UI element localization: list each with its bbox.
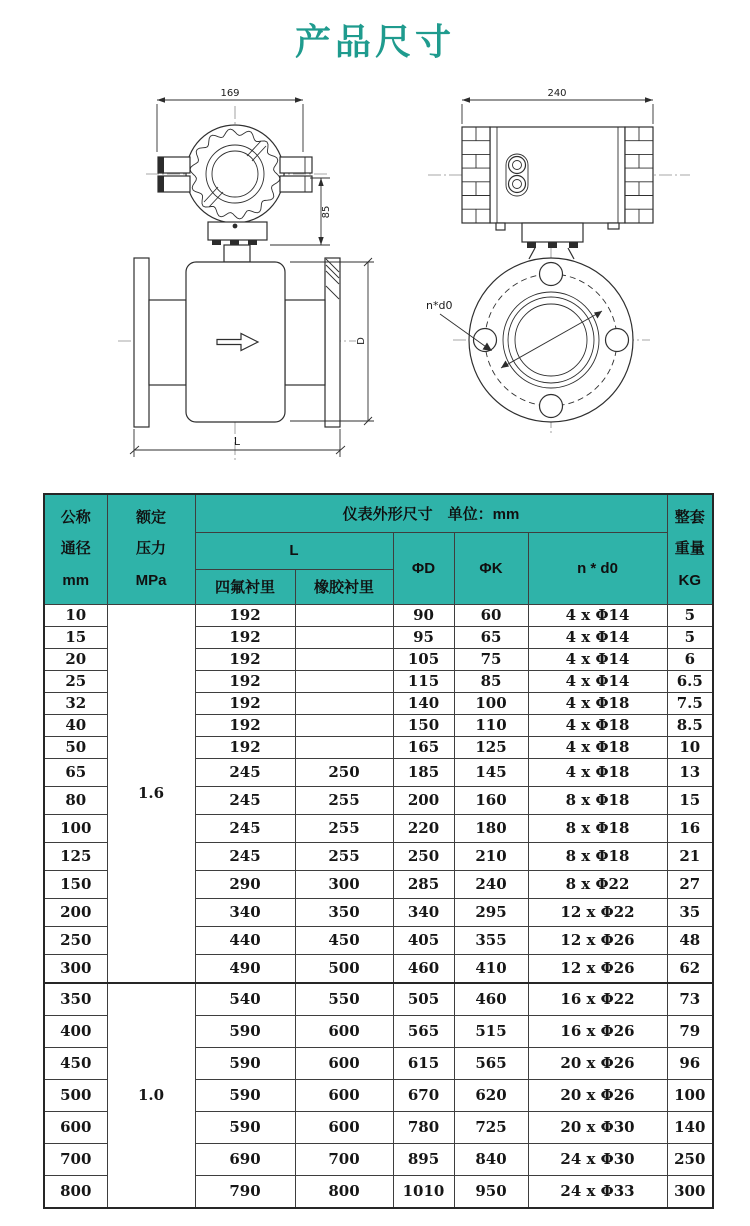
cell-weight: 10 [667, 736, 713, 758]
cell-weight: 16 [667, 814, 713, 842]
cell-ptfe-length: 245 [195, 786, 295, 814]
cell-weight: 96 [667, 1047, 713, 1079]
table-row [44, 604, 713, 626]
technical-drawings [0, 0, 750, 492]
cell-bolt-spec: 24 x Φ30 [528, 1143, 667, 1175]
cell-phi-k: 110 [454, 714, 528, 736]
bolt-spec-label: n*d0 [426, 299, 453, 312]
cell-phi-d: 140 [393, 692, 454, 714]
cell-rubber-length: 250 [295, 758, 393, 786]
cell-weight: 7.5 [667, 692, 713, 714]
cell-ptfe-length: 790 [195, 1175, 295, 1208]
cell-weight: 5 [667, 604, 713, 626]
cell-ptfe-length: 590 [195, 1079, 295, 1111]
cell-phi-d: 405 [393, 926, 454, 954]
cell-weight: 5 [667, 626, 713, 648]
cell-phi-k: 355 [454, 926, 528, 954]
cell-rubber-length: 600 [295, 1047, 393, 1079]
cell-phi-k: 620 [454, 1079, 528, 1111]
header-line: 额定 [135, 508, 166, 526]
cell-nominal-diameter: 50 [44, 736, 107, 758]
cell-rubber-length [295, 604, 393, 626]
cell-bolt-spec: 24 x Φ33 [528, 1175, 667, 1208]
cell-rubber-length: 800 [295, 1175, 393, 1208]
col-header-weight [667, 494, 713, 604]
cell-phi-k: 725 [454, 1111, 528, 1143]
cell-nominal-diameter: 15 [44, 626, 107, 648]
cell-weight: 13 [667, 758, 713, 786]
bolt-hole-top [540, 263, 563, 286]
col-header-rubber-lining: 橡胶衬里 [295, 569, 393, 604]
cell-rubber-length: 600 [295, 1079, 393, 1111]
col-header-n-d0: n * d0 [528, 532, 667, 604]
cell-phi-k: 65 [454, 626, 528, 648]
cell-rubber-length: 500 [295, 954, 393, 983]
housing-fins-right [625, 127, 653, 223]
header-line: KG [678, 571, 702, 589]
cell-weight: 79 [667, 1015, 713, 1047]
header-line: 公称 [60, 508, 91, 526]
cell-ptfe-length: 290 [195, 870, 295, 898]
cell-bolt-spec: 4 x Φ14 [528, 604, 667, 626]
cell-ptfe-length: 590 [195, 1047, 295, 1079]
table-header [44, 494, 713, 604]
col-header-phi-d: ΦD [393, 532, 454, 604]
cell-nominal-diameter: 65 [44, 758, 107, 786]
cell-weight: 73 [667, 983, 713, 1016]
cell-ptfe-length: 192 [195, 648, 295, 670]
cell-ptfe-length: 590 [195, 1015, 295, 1047]
cell-phi-d: 150 [393, 714, 454, 736]
header-line: 整套 [674, 508, 705, 526]
cell-rubber-length: 255 [295, 786, 393, 814]
cell-phi-d: 1010 [393, 1175, 454, 1208]
cell-ptfe-length: 340 [195, 898, 295, 926]
cell-phi-d: 615 [393, 1047, 454, 1079]
cell-phi-d: 200 [393, 786, 454, 814]
dim-label-85: 85 [321, 205, 332, 219]
cell-ptfe-length: 245 [195, 814, 295, 842]
header-line: mm [62, 571, 90, 589]
cell-phi-k: 160 [454, 786, 528, 814]
cell-bolt-spec: 16 x Φ22 [528, 983, 667, 1016]
cell-rubber-length [295, 648, 393, 670]
cell-bolt-spec: 4 x Φ14 [528, 648, 667, 670]
cell-nominal-diameter: 10 [44, 604, 107, 626]
cell-weight: 15 [667, 786, 713, 814]
cell-ptfe-length: 540 [195, 983, 295, 1016]
cell-ptfe-length: 245 [195, 842, 295, 870]
cell-nominal-diameter: 800 [44, 1175, 107, 1208]
cell-nominal-diameter: 150 [44, 870, 107, 898]
cell-rubber-length: 300 [295, 870, 393, 898]
cell-weight: 6.5 [667, 670, 713, 692]
cell-phi-k: 950 [454, 1175, 528, 1208]
cell-weight: 8.5 [667, 714, 713, 736]
cell-nominal-diameter: 20 [44, 648, 107, 670]
cell-bolt-spec: 4 x Φ18 [528, 714, 667, 736]
cell-nominal-diameter: 600 [44, 1111, 107, 1143]
cell-bolt-spec: 4 x Φ18 [528, 758, 667, 786]
dim-label-L: L [233, 435, 241, 448]
cell-nominal-diameter: 250 [44, 926, 107, 954]
cell-phi-d: 185 [393, 758, 454, 786]
cell-weight: 21 [667, 842, 713, 870]
cell-phi-d: 95 [393, 626, 454, 648]
dim-label-169: 169 [220, 88, 240, 99]
cell-nominal-diameter: 700 [44, 1143, 107, 1175]
cell-rubber-length: 255 [295, 842, 393, 870]
cell-ptfe-length: 590 [195, 1111, 295, 1143]
table-row [44, 983, 713, 1016]
dimension-table [43, 493, 714, 1209]
cell-bolt-spec: 12 x Φ22 [528, 898, 667, 926]
cell-ptfe-length: 245 [195, 758, 295, 786]
cell-phi-k: 85 [454, 670, 528, 692]
cell-nominal-diameter: 500 [44, 1079, 107, 1111]
cell-rubber-length: 700 [295, 1143, 393, 1175]
cell-rubber-length: 600 [295, 1015, 393, 1047]
side-view-drawing [426, 88, 690, 436]
cell-phi-d: 90 [393, 604, 454, 626]
cell-phi-k: 565 [454, 1047, 528, 1079]
dim-label-240: 240 [547, 88, 567, 99]
cell-ptfe-length: 192 [195, 670, 295, 692]
cell-phi-k: 75 [454, 648, 528, 670]
cell-phi-d: 565 [393, 1015, 454, 1047]
cell-ptfe-length: 192 [195, 626, 295, 648]
table-body [44, 604, 713, 1208]
cell-ptfe-length: 490 [195, 954, 295, 983]
cell-phi-k: 210 [454, 842, 528, 870]
cell-bolt-spec: 12 x Φ26 [528, 954, 667, 983]
cell-phi-k: 840 [454, 1143, 528, 1175]
page-title: 产品尺寸 [294, 21, 455, 62]
cell-phi-d: 165 [393, 736, 454, 758]
cell-ptfe-length: 192 [195, 714, 295, 736]
cell-phi-k: 125 [454, 736, 528, 758]
cell-bolt-spec: 20 x Φ26 [528, 1047, 667, 1079]
cell-rubber-length [295, 736, 393, 758]
cell-phi-k: 410 [454, 954, 528, 983]
cell-phi-k: 100 [454, 692, 528, 714]
cell-bolt-spec: 12 x Φ26 [528, 926, 667, 954]
cell-bolt-spec: 20 x Φ26 [528, 1079, 667, 1111]
cell-nominal-diameter: 100 [44, 814, 107, 842]
cell-bolt-spec: 4 x Φ18 [528, 692, 667, 714]
bolt-hole-right [606, 329, 629, 352]
cell-weight: 140 [667, 1111, 713, 1143]
cell-rubber-length: 350 [295, 898, 393, 926]
cell-weight: 6 [667, 648, 713, 670]
cell-phi-d: 105 [393, 648, 454, 670]
col-header-length: L [195, 532, 393, 569]
cell-nominal-diameter: 350 [44, 983, 107, 1016]
header-line: 重量 [674, 540, 705, 558]
cell-nominal-diameter: 25 [44, 670, 107, 692]
cell-nominal-diameter: 32 [44, 692, 107, 714]
cell-phi-d: 780 [393, 1111, 454, 1143]
col-header-phi-k: ΦK [454, 532, 528, 604]
cell-rubber-length [295, 714, 393, 736]
cell-nominal-diameter: 125 [44, 842, 107, 870]
cell-weight: 48 [667, 926, 713, 954]
dimension-table-container [43, 493, 714, 1209]
cell-bolt-spec: 4 x Φ14 [528, 626, 667, 648]
cell-nominal-diameter: 80 [44, 786, 107, 814]
cell-bolt-spec: 8 x Φ18 [528, 842, 667, 870]
cell-weight: 100 [667, 1079, 713, 1111]
cell-phi-d: 340 [393, 898, 454, 926]
cell-nominal-diameter: 450 [44, 1047, 107, 1079]
cell-bolt-spec: 8 x Φ18 [528, 786, 667, 814]
header-line: 压力 [135, 540, 166, 558]
cell-nominal-diameter: 40 [44, 714, 107, 736]
cell-phi-k: 515 [454, 1015, 528, 1047]
front-view-drawing [118, 88, 374, 460]
header-line: 通径 [60, 540, 91, 558]
cell-phi-d: 895 [393, 1143, 454, 1175]
header-line: MPa [135, 571, 167, 589]
cell-rubber-length: 450 [295, 926, 393, 954]
cell-nominal-diameter: 400 [44, 1015, 107, 1047]
cell-phi-k: 145 [454, 758, 528, 786]
cell-rated-pressure: 1.6 [107, 604, 195, 983]
col-header-outline-dimensions: 仪表外形尺寸 单位：mm [195, 494, 667, 532]
cell-ptfe-length: 192 [195, 736, 295, 758]
cell-bolt-spec: 8 x Φ22 [528, 870, 667, 898]
cell-nominal-diameter: 300 [44, 954, 107, 983]
cell-bolt-spec: 8 x Φ18 [528, 814, 667, 842]
cell-bolt-spec: 4 x Φ18 [528, 736, 667, 758]
cell-phi-d: 460 [393, 954, 454, 983]
cell-phi-k: 60 [454, 604, 528, 626]
cell-ptfe-length: 192 [195, 692, 295, 714]
cell-phi-d: 670 [393, 1079, 454, 1111]
cell-phi-k: 460 [454, 983, 528, 1016]
cell-rubber-length: 255 [295, 814, 393, 842]
cell-phi-d: 505 [393, 983, 454, 1016]
cell-rubber-length: 550 [295, 983, 393, 1016]
housing-fins-left [462, 127, 490, 223]
cell-weight: 300 [667, 1175, 713, 1208]
cell-rubber-length: 600 [295, 1111, 393, 1143]
cell-rated-pressure: 1.0 [107, 983, 195, 1208]
col-header-ptfe-lining: 四氟衬里 [195, 569, 295, 604]
cell-phi-d: 220 [393, 814, 454, 842]
col-header-rated-pressure [107, 494, 195, 604]
cell-phi-k: 180 [454, 814, 528, 842]
cell-bolt-spec: 4 x Φ14 [528, 670, 667, 692]
cell-weight: 27 [667, 870, 713, 898]
cell-phi-d: 250 [393, 842, 454, 870]
cell-phi-d: 285 [393, 870, 454, 898]
cell-ptfe-length: 440 [195, 926, 295, 954]
cell-weight: 62 [667, 954, 713, 983]
cell-rubber-length [295, 626, 393, 648]
cell-bolt-spec: 16 x Φ26 [528, 1015, 667, 1047]
cell-phi-k: 295 [454, 898, 528, 926]
cell-ptfe-length: 192 [195, 604, 295, 626]
col-header-nominal-diameter [44, 494, 107, 604]
dim-label-D: D [356, 337, 367, 345]
bolt-hole-bottom [540, 395, 563, 418]
cell-rubber-length [295, 670, 393, 692]
cell-weight: 250 [667, 1143, 713, 1175]
cell-phi-k: 240 [454, 870, 528, 898]
cell-weight: 35 [667, 898, 713, 926]
cell-phi-d: 115 [393, 670, 454, 692]
cell-rubber-length [295, 692, 393, 714]
cell-bolt-spec: 20 x Φ30 [528, 1111, 667, 1143]
cell-ptfe-length: 690 [195, 1143, 295, 1175]
cell-nominal-diameter: 200 [44, 898, 107, 926]
